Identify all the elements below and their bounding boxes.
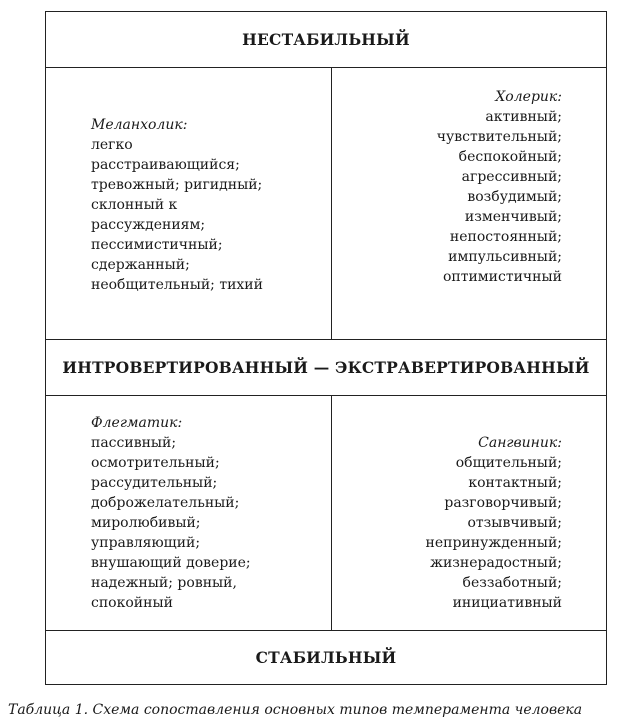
list-item: непостоянный; — [449, 229, 562, 245]
list-item: непринужденный; — [425, 535, 562, 551]
list-item: доброжелательный; — [91, 495, 240, 511]
list-item: агрессивный; — [461, 169, 562, 185]
divider-top — [46, 67, 606, 68]
list-item: импульсивный; — [448, 249, 562, 265]
list-item: беззаботный; — [462, 575, 562, 591]
table-caption: Таблица 1. Схема сопоставления основных типов темперамента человека — [8, 702, 583, 718]
list-item: управляющий; — [91, 535, 201, 551]
list-item: пессимистичный; — [91, 237, 223, 253]
cell-sanguine — [426, 433, 562, 613]
list-item: рассудительный; — [91, 475, 218, 491]
list-item: контактный; — [468, 475, 562, 491]
label-introvert-extravert: ИНТРОВЕРТИРОВАННЫЙ — ЭКСТРАВЕРТИРОВАННЫЙ — [62, 357, 590, 377]
list-item: оптимистичный — [442, 269, 562, 285]
list-item: осмотрительный; — [91, 455, 220, 471]
list-item: надежный; ровный, — [91, 575, 237, 591]
melancholic-title: Меланхолик: — [91, 117, 188, 133]
list-item: необщительный; тихий — [91, 277, 263, 293]
list-item: миролюбивый; — [91, 515, 201, 531]
divider-middle-lower — [46, 395, 606, 396]
label-stable: СТАБИЛЬНЫЙ — [255, 647, 397, 667]
list-item: возбудимый; — [467, 189, 562, 205]
cell-melancholic — [91, 115, 263, 295]
divider-vertical-upper — [331, 67, 332, 339]
list-item: сдержанный; — [91, 257, 190, 273]
list-item: изменчивый; — [464, 209, 562, 225]
sanguine-title: Сангвиник: — [478, 435, 562, 451]
choleric-title: Холерик: — [495, 89, 562, 105]
list-item: легко — [91, 137, 133, 153]
list-item: жизнерадостный; — [430, 555, 562, 571]
temperament-table — [45, 11, 607, 685]
list-item: общительный; — [455, 455, 562, 471]
list-item: расстраивающийся; — [91, 157, 240, 173]
list-item: рассуждениям; — [91, 217, 206, 233]
list-item: спокойный — [91, 595, 173, 611]
list-item: инициативный — [452, 595, 562, 611]
cell-phlegmatic — [91, 413, 251, 613]
list-item: склонный к — [91, 197, 178, 213]
list-item: чувствительный; — [436, 129, 562, 145]
list-item: беспокойный; — [458, 149, 562, 165]
list-item: активный; — [485, 109, 562, 125]
list-item: пассивный; — [91, 435, 177, 451]
list-item: разговорчивый; — [444, 495, 562, 511]
cell-choleric — [437, 87, 562, 287]
list-item: тревожный; ригидный; — [91, 177, 263, 193]
list-item: внушающий доверие; — [91, 555, 251, 571]
phlegmatic-title: Флегматик: — [91, 415, 183, 431]
list-item: отзывчивый; — [467, 515, 562, 531]
divider-vertical-lower — [331, 395, 332, 630]
label-unstable: НЕСТАБИЛЬНЫЙ — [242, 30, 410, 49]
